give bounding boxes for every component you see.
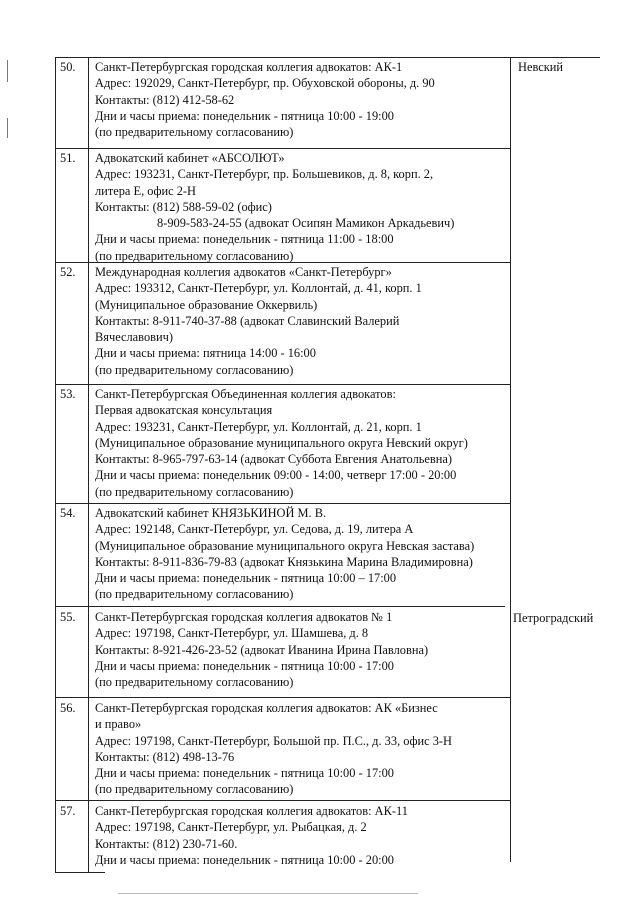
entry-line: Дни и часы приема: понедельник - пятница 10:00 - 19:00 <box>95 108 394 123</box>
entry-line: Дни и часы приема: понедельник - пятница 10:00 - 17:00 <box>95 766 394 781</box>
district-cell: Петроградский <box>513 611 594 625</box>
lawyer-entry <box>95 386 468 500</box>
entry-line: Адрес: 192029, Санкт-Петербург, пр. Обуховской обороны, д. 90 <box>95 76 435 91</box>
entry-line: Вячеславович) <box>95 330 173 345</box>
entry-line: (по предварительному согласованию) <box>95 484 294 499</box>
row-number: 52. <box>60 265 76 279</box>
row-number: 53. <box>60 387 76 401</box>
entry-line: Контакты: (812) 412-58-62 <box>95 92 235 107</box>
row-number: 51. <box>60 151 76 165</box>
entry-line: (Муниципальное образование муниципального округа Невский округ) <box>95 435 468 450</box>
entry-line: Санкт-Петербургская городская коллегия адвокатов № 1 <box>95 610 393 624</box>
lawyer-entry <box>95 803 408 868</box>
row-divider <box>55 800 510 801</box>
row-number: 55. <box>60 610 76 624</box>
entry-line: Контакты: (812) 498-13-76 <box>95 749 235 764</box>
number-column-divider <box>88 57 89 872</box>
entry-line: Санкт-Петербургская городская коллегия адвокатов: АК-11 <box>95 804 408 818</box>
lawyer-entry <box>95 505 474 603</box>
entry-line: Дни и часы приема: понедельник - пятница 11:00 - 18:00 <box>95 232 394 247</box>
row-divider <box>55 872 105 873</box>
row-divider <box>55 148 510 149</box>
entry-line: (по предварительному согласованию) <box>95 675 294 690</box>
lawyer-entry <box>95 700 452 798</box>
entry-line: (по предварительному согласованию) <box>95 362 294 377</box>
district-cell: Невский <box>518 60 564 74</box>
entry-line: Адрес: 197198, Санкт-Петербург, ул. Шамшева, д. 8 <box>95 626 369 641</box>
entry-line: (по предварительному согласованию) <box>95 248 294 263</box>
entry-line: (Муниципальное образование муниципального округа Невская застава) <box>95 538 475 553</box>
entry-line: и право» <box>95 717 142 732</box>
entry-line: (по предварительному согласованию) <box>95 782 294 797</box>
entry-line: Адвокатский кабинет «АБСОЛЮТ» <box>95 151 285 165</box>
entry-line: Контакты: 8-921-426-23-52 (адвокат Иванина Ирина Павловна) <box>95 642 429 657</box>
entry-line: (Муниципальное образование Оккервиль) <box>95 297 318 312</box>
entry-line: Дни и часы приема: пятница 14:00 - 16:00 <box>95 346 316 361</box>
margin-mark <box>7 118 8 138</box>
entry-line: Санкт-Петербургская городская коллегия адвокатов: АК «Бизнес <box>95 701 438 715</box>
lawyer-entry <box>95 264 422 378</box>
row-divider <box>55 503 510 504</box>
row-number: 57. <box>60 804 76 818</box>
entry-line: литера Е, офис 2-Н <box>95 183 197 198</box>
entry-line: Адвокатский кабинет КНЯЗЬКИНОЙ М. В. <box>95 506 327 520</box>
entry-line: Адрес: 197198, Санкт-Петербург, Большой пр. П.С., д. 33, офис 3-Н <box>95 733 452 748</box>
entry-line: Дни и часы приема: понедельник - пятница 10:00 - 20:00 <box>95 852 394 867</box>
entry-line: Дни и часы приема: понедельник 09:00 - 14:00, четверг 17:00 - 20:00 <box>95 468 457 483</box>
lawyer-entry <box>95 59 435 140</box>
lawyer-entry <box>95 150 454 264</box>
row-divider <box>55 384 510 385</box>
entry-line: Дни и часы приема: понедельник - пятница 10:00 – 17:00 <box>95 571 397 586</box>
entry-line: Адрес: 192148, Санкт-Петербург, ул. Седова, д. 19, литера А <box>95 522 414 537</box>
entry-line: Адрес: 193312, Санкт-Петербург, ул. Коллонтай, д. 41, корп. 1 <box>95 281 422 296</box>
entry-line: Адрес: 193231, Санкт-Петербург, ул. Коллонтай, д. 21, корп. 1 <box>95 419 422 434</box>
entry-line: Санкт-Петербургская Объединенная коллегия адвокатов: <box>95 387 396 401</box>
entry-line: Санкт-Петербургская городская коллегия адвокатов: АК-1 <box>95 60 403 74</box>
entry-line: Первая адвокатская консультация <box>95 403 273 418</box>
entry-line: Контакты: 8-965-797-63-14 (адвокат Суббота Евгения Анатольевна) <box>95 452 453 467</box>
scan-edge-line <box>118 893 418 894</box>
district-column-divider <box>510 57 511 862</box>
entry-line: 8-909-583-24-55 (адвокат Осипян Мамикон Аркадьевич) <box>157 216 455 231</box>
row-number: 56. <box>60 701 76 715</box>
entry-line: Контакты: 8-911-740-37-88 (адвокат Славинский Валерий <box>95 313 400 328</box>
row-number: 54. <box>60 506 76 520</box>
row-divider <box>55 606 505 607</box>
entry-line: Контакты: 8-911-836-79-83 (адвокат Князькина Марина Владимировна) <box>95 554 473 569</box>
entry-line: Адрес: 197198, Санкт-Петербург, ул. Рыбацкая, д. 2 <box>95 820 367 835</box>
entry-line: (по предварительному согласованию) <box>95 587 294 602</box>
table-top-border <box>55 57 600 58</box>
entry-line: Дни и часы приема: понедельник - пятница 10:00 - 17:00 <box>95 658 394 673</box>
entry-line: Контакты: (812) 230-71-60. <box>95 836 238 851</box>
table-left-border <box>55 57 56 872</box>
lawyer-entry <box>95 609 428 690</box>
entry-line: Адрес: 193231, Санкт-Петербург, пр. Большевиков, д. 8, корп. 2, <box>95 167 434 182</box>
entry-line: Контакты: (812) 588-59-02 (офис) <box>95 199 272 214</box>
row-divider <box>55 697 510 698</box>
entry-line: Международная коллегия адвокатов «Санкт-Петербург» <box>95 265 392 279</box>
entry-line: (по предварительному согласованию) <box>95 125 294 140</box>
row-number: 50. <box>60 60 76 74</box>
margin-mark <box>7 60 8 82</box>
